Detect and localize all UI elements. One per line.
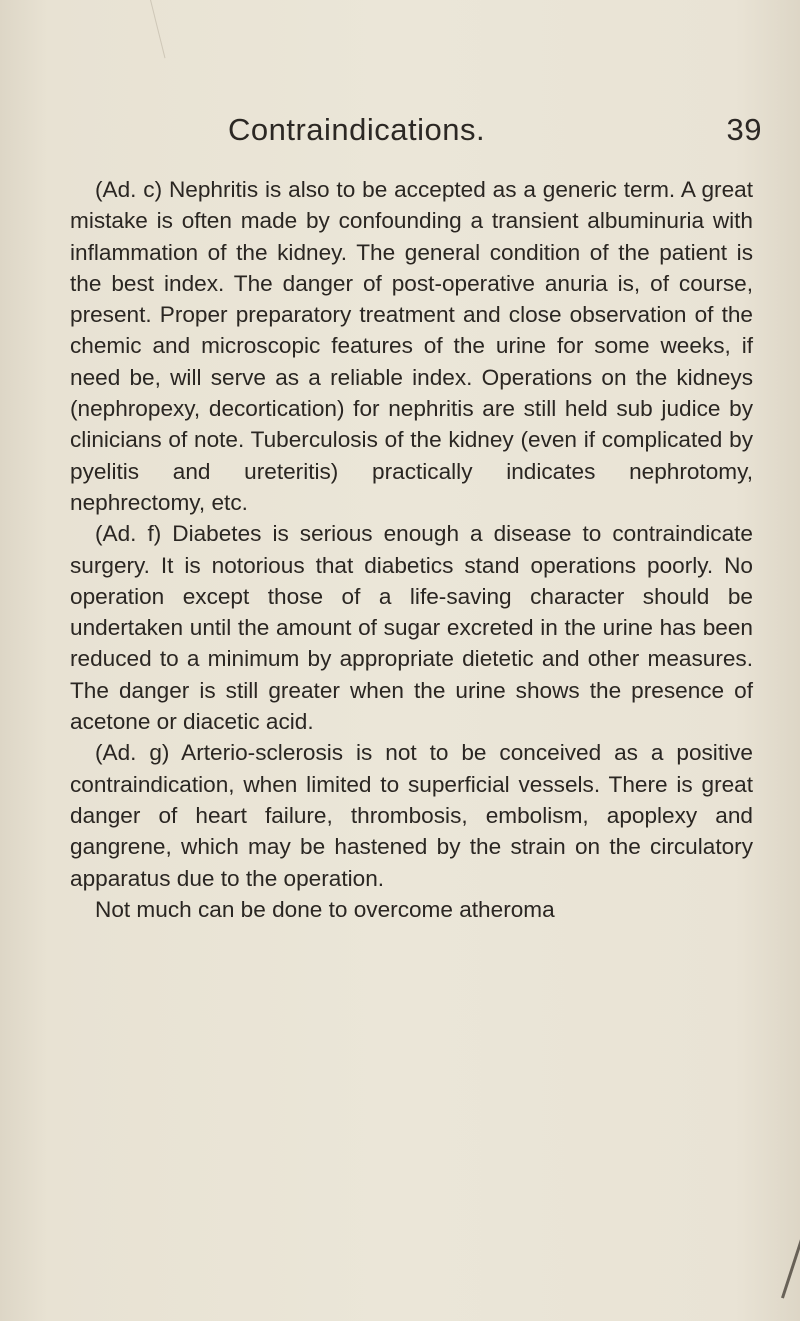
running-head	[228, 112, 762, 156]
paragraph-arterio-sclerosis: (Ad. g) Arterio-sclerosis is not to be conceived as a positive contraindication, when limited to superficial vessels. There is great danger of heart failure, thrombosis, embolism, apoplexy and gangrene, which may be hastened by the strain on the circulatory apparatus due to the operation.	[70, 740, 753, 891]
paragraph-diabetes: (Ad. f) Diabetes is serious enough a disease to contraindicate surgery. It is notorious that diabetics stand operations poorly. No operation except those of a life-saving character should be undertaken until the amount of sugar excreted in the urine has been reduced to a minimum by appropriate dietetic and other measures. The danger is still greater when the urine shows the presence of acetone or diacetic acid.	[70, 521, 753, 735]
paragraph-nephritis: (Ad. c) Nephritis is also to be accepted as a generic term. A great mistake is often made by confounding a transient albuminuria with inflammation of the kidney. The general condition of the patient is the best index. The danger of post-operative anuria is, of course, present. Proper preparatory treatment and close observation of the chemic and microscopic features of the urine for some weeks, if need be, will serve as a reliable index. Operations on the kidneys (nephropexy, decortication) for nephritis are still held sub judice by clinicians of note. Tuberculosis of the kidney (even if complicated by pyelitis and ureteritis) practically indicates nephrotomy, nephrectomy, etc.	[70, 177, 753, 515]
body-text	[70, 174, 753, 925]
paper-crease	[150, 0, 165, 58]
paragraph-atheroma: Not much can be done to overcome atheroma	[95, 896, 555, 922]
page-number: 39	[726, 112, 762, 147]
chapter-title: Contraindications.	[228, 112, 486, 147]
margin-pencil-mark	[781, 1223, 800, 1298]
